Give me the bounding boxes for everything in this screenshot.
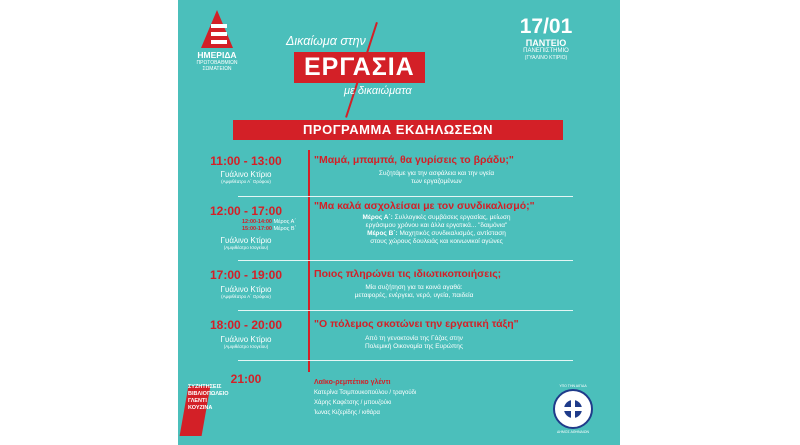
venue-name: ΠΑΝΤΕΙΟ [525, 38, 567, 48]
headline-top: Δικαίωμα στην [286, 34, 366, 48]
municipality-seal: ΥΠΟ ΤΗΝ ΑΙΓΙΔΑ ΔΗΜΟΣ ΑΘΗΝΑΙΩΝ [548, 384, 598, 434]
session-2-subtimes: 12:00-14:00 Μέρος Α΄ 15:00-17:00 Μέρος Β΄ [242, 219, 297, 232]
seal-icon [553, 389, 593, 429]
headline-bottom: με δικαιώματα [344, 85, 412, 97]
e-triangle-icon [198, 10, 236, 50]
session-5-music: Λαϊκο-ρεμπέτικο γλέντι Κατερίνα Τσιμπουκοπούλου / τραγούδι Χάρης Καφέτσης / μπουζούκι Ίωνας Κιζερίδης / κιθάρα [314, 379, 417, 416]
activities-logo: ΣΥΖΗΤΗΣΕΙΣ ΒΙΒΛΙΟΠΩΛΕΙΟ ΓΛΕΝΤΙ ΚΟΥΖΙΝΑ [184, 378, 224, 440]
row-divider [238, 360, 573, 361]
headline-main: ΕΡΓΑΣΙΑ [294, 52, 425, 83]
session-4-description: Από τη γενοκτονία της Γάζας στην Πολεμική Οικονομία της Ευρώπης [364, 335, 464, 350]
session-3-title: Ποιος πληρώνει τις ιδιωτικοποιήσεις; [314, 268, 502, 280]
session-2-title: "Μα καλά ασχολείσαι με τον συνδικαλισμό;" [314, 200, 535, 212]
session-1-location: Γυάλινο Κτίριο (Αμφιθέατρο Α΄ Ορόφου) [220, 170, 272, 184]
session-3-description: Μία συζήτηση για τα κοινά αγαθά: μεταφορές, ενέργεια, νερό, υγεία, παιδεία [354, 284, 474, 299]
session-3-location: Γυάλινο Κτίριο (Αμφιθέατρο Α΄ Ορόφου) [220, 285, 272, 299]
session-5-time: 21:00 [230, 372, 262, 386]
session-1-description: Συζητάμε για την ασφάλεια και την υγεία των εργαζομένων [378, 170, 495, 185]
venue-building: (ΓΥΑΛΙΝΟ ΚΤΙΡΙΟ) [524, 55, 568, 61]
venue-sub: ΠΑΝΕΠΙΣΤΗΜΙΟ [523, 48, 569, 54]
headline [278, 22, 488, 112]
event-poster [178, 0, 620, 445]
row-divider [238, 260, 573, 261]
session-4-title: "Ο πόλεμος σκοτώνει την εργατική τάξη" [314, 318, 519, 330]
schedule-divider [308, 150, 310, 372]
event-date: 17/01 [519, 15, 573, 38]
session-4-time: 18:00 - 20:00 [209, 318, 283, 332]
session-2-description: Μέρος Α΄: Συλλογικές συμβάσεις εργασίας, μείωση εργάσιμου χρόνου και άλλα εργατικά... "δαιμόνια" Μέρος Β΄: Μαχητικός συνδικαλισμός, αντίσταση στους χώρους δουλειάς και κοινωνικοί αγώνες [362, 214, 511, 245]
logo-title: ΗΜΕΡΙΔΑ [197, 50, 237, 60]
session-3-time: 17:00 - 19:00 [209, 268, 283, 282]
logo-subtitle-1: ΠΡΩΤΟΒΑΘΜΙΩΝ [196, 60, 238, 66]
row-divider [238, 196, 573, 197]
event-date-venue [514, 15, 578, 61]
logo-subtitle-2: ΣΩΜΑΤΕΙΩΝ [202, 66, 232, 72]
session-1-title: "Μαμά, μπαμπά, θα γυρίσεις το βράδυ;" [314, 154, 514, 166]
session-2-location: Γυάλινο Κτίριο (Αμφιθέατρο Ισογείου) [220, 236, 272, 250]
session-4-location: Γυάλινο Κτίριο (Αμφιθέατρο Ισογείου) [220, 335, 272, 349]
session-2-time: 12:00 - 17:00 [209, 204, 283, 218]
row-divider [238, 310, 573, 311]
program-header: ΠΡΟΓΡΑΜΜΑ ΕΚΔΗΛΩΣΕΩΝ [233, 120, 563, 140]
session-1-time: 11:00 - 13:00 [210, 154, 282, 168]
organizer-logo [188, 10, 246, 72]
